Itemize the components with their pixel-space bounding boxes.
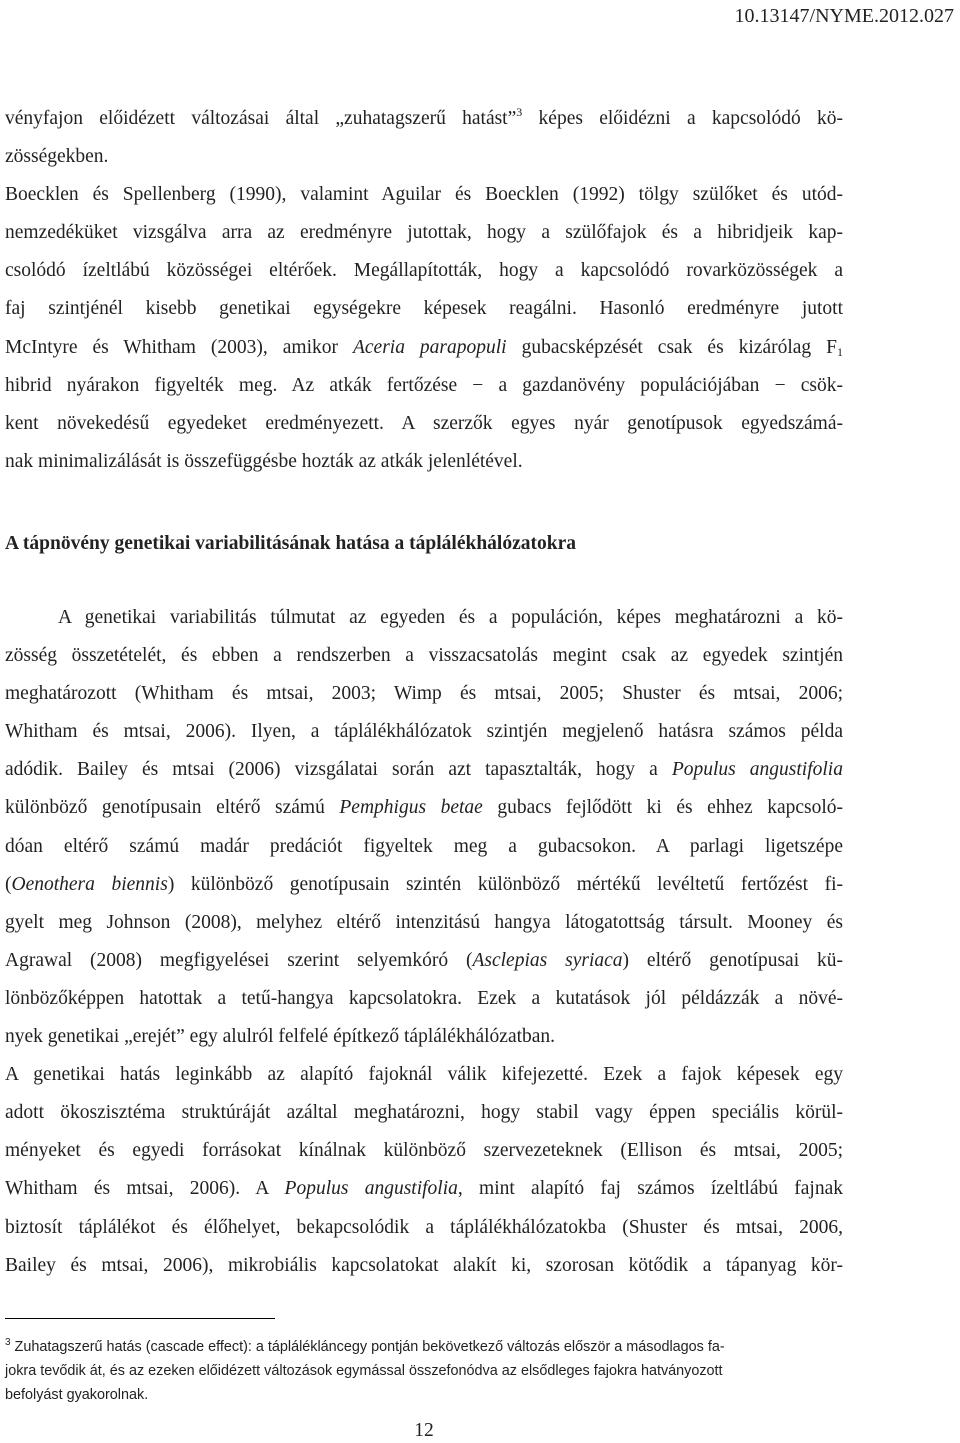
- text-line: Bailey és mtsai, 2006), mikrobiális kapcsolatokat alakít ki, szorosan kötődik a tápanyag kör-: [5, 1254, 843, 1276]
- species-name: Asclepias syriaca: [472, 949, 623, 971]
- paragraph-2: [5, 599, 843, 1285]
- footnote-line: befolyást gyakorolnak.: [5, 1387, 149, 1403]
- text-span: adódik. Bailey és mtsai (2006) vizsgálatai során azt tapasztalták, hogy a: [5, 759, 672, 781]
- text-span: Zuhatagszerű hatás (cascade effect): a táplálékláncegy pontján bekövetkező változás először a másodlagos fa-: [10, 1339, 725, 1355]
- text-line: adott ökoszisztéma struktúráját azáltal meghatározni, hogy stabil vagy éppen speciális körül-: [5, 1102, 843, 1124]
- page-number: 12: [414, 1420, 434, 1441]
- text-line: nemzedéküket vizsgálva arra az eredményre jutottak, hogy a szülőfajok és a hibridjeik kap-: [5, 222, 843, 244]
- text-span: ) különböző genotípusain szintén különböző mértékű levéltetű fertőzést fi-: [167, 873, 843, 895]
- subscript: 1: [837, 344, 844, 359]
- text-span: képes előidézni a kapcsolódó kö-: [522, 108, 843, 129]
- species-name: Aceria parapopuli: [352, 336, 507, 358]
- species-name: Populus angustifolia: [671, 759, 843, 781]
- footnote-separator: [5, 1318, 275, 1319]
- text-line: [5, 942, 843, 980]
- text-line: Whitham és mtsai, 2006). Ilyen, a táplálékhálózatok szintjén megjelenő hatásra számos példa: [5, 721, 843, 743]
- text-line: [5, 1170, 843, 1208]
- text-line: faj szintjénél kisebb genetikai egységekre képesek reagálni. Hasonló eredményre jutott: [5, 298, 843, 320]
- text-span: Whitham és mtsai, 2006). A: [5, 1178, 285, 1200]
- text-line: hibrid nyárakon figyelték meg. Az atkák fertőzése − a gazdanövény populációjában − csök-: [5, 374, 843, 396]
- text-line: A genetikai variabilitás túlmutat az egyeden és a populáción, képes meghatározni a kö-: [58, 607, 843, 628]
- text-line: zösség összetételét, és ebben a rendszerben a visszacsatolás megint csak az egyedek szintjén: [5, 645, 843, 667]
- text-line: A genetikai hatás leginkább az alapító fajoknál válik kifejezetté. Ezek a fajok képesek egy: [5, 1064, 843, 1086]
- text-span: , mint alapító faj számos ízeltlábú fajnak: [457, 1178, 843, 1200]
- text-span: (: [5, 873, 12, 895]
- text-line: csolódó ízeltlábú közösségei eltérőek. Megállapították, hogy a kapcsolódó rovarközösségek a: [5, 260, 843, 282]
- paragraph-1: [5, 100, 843, 481]
- section-heading: A tápnövény genetikai variabilitásának hatása a táplálékhálózatokra: [5, 533, 576, 554]
- text-span: Agrawal (2008) megfigyelései szerint selyemkóró (: [5, 949, 473, 971]
- species-name: Pemphigus betae: [339, 797, 483, 819]
- text-line: kent növekedésű egyedeket eredményezett. A szerzők egyes nyár genotípusok egyedszámá-: [5, 412, 843, 434]
- text-line: zösségekben.: [5, 146, 109, 168]
- text-line: Boecklen és Spellenberg (1990), valamint Aguilar és Boecklen (1992) tölgy szülőket és utód-: [5, 184, 843, 206]
- text-line: nyek genetikai „erejét” egy alulról felfelé építkező táplálékhálózatban.: [5, 1026, 556, 1048]
- text-line: [5, 329, 843, 367]
- text-span: gubacsképzését csak és kizárólag F: [506, 336, 838, 358]
- text-span: ) eltérő genotípusai kü-: [622, 949, 844, 971]
- text-line: gyelt meg Johnson (2008), melyhez eltérő intenzitású hangya látogatottság társult. Mooney és: [5, 911, 843, 933]
- text-line: biztosít táplálékot és élőhelyet, bekapcsolódik a táplálékhálózatokba (Shuster és mtsai, 2006,: [5, 1216, 843, 1238]
- text-line: lönbözőképpen hatottak a tetű-hangya kapcsolatokra. Ezek a kutatások jól példázzák a növé-: [5, 987, 843, 1009]
- footnote-line: jokra tevődik át, és az ezeken előidézett változások egymással összefonódva az elsődleges fajokra hatványozott: [5, 1363, 723, 1379]
- text-span: McIntyre és Whitham (2003), amikor: [5, 336, 353, 358]
- text-line: [5, 789, 843, 827]
- text-span: vényfajon előidézett változásai által „zuhatagszerű hatást”: [5, 108, 517, 129]
- text-line: dóan eltérő számú madár predációt figyeltek meg a gubacsokon. A parlagi ligetszépe: [5, 835, 843, 857]
- text-line: [5, 100, 843, 138]
- text-line: ményeket és egyedi forrásokat kínálnak különböző szervezeteknek (Ellison és mtsai, 2005;: [5, 1140, 843, 1162]
- text-line: nak minimalizálását is összefüggésbe hozták az atkák jelenlétével.: [5, 450, 523, 472]
- footnote-reference[interactable]: 3: [516, 105, 523, 119]
- text-line: meghatározott (Whitham és mtsai, 2003; Wimp és mtsai, 2005; Shuster és mtsai, 2006;: [5, 683, 843, 705]
- text-line: [5, 866, 843, 904]
- footnote: [5, 1335, 843, 1407]
- footnote-marker: 3: [5, 1337, 11, 1348]
- footnote-line: [5, 1335, 843, 1359]
- doi-header: 10.13147/NYME.2012.027: [734, 5, 954, 27]
- text-line: [5, 751, 843, 789]
- text-span: gubacs fejlődött ki és ehhez kapcsoló-: [482, 797, 843, 819]
- species-name: Populus angustifolia: [284, 1178, 458, 1200]
- species-name: Oenothera biennis: [11, 873, 168, 895]
- text-span: különböző genotípusain eltérő számú: [5, 797, 340, 819]
